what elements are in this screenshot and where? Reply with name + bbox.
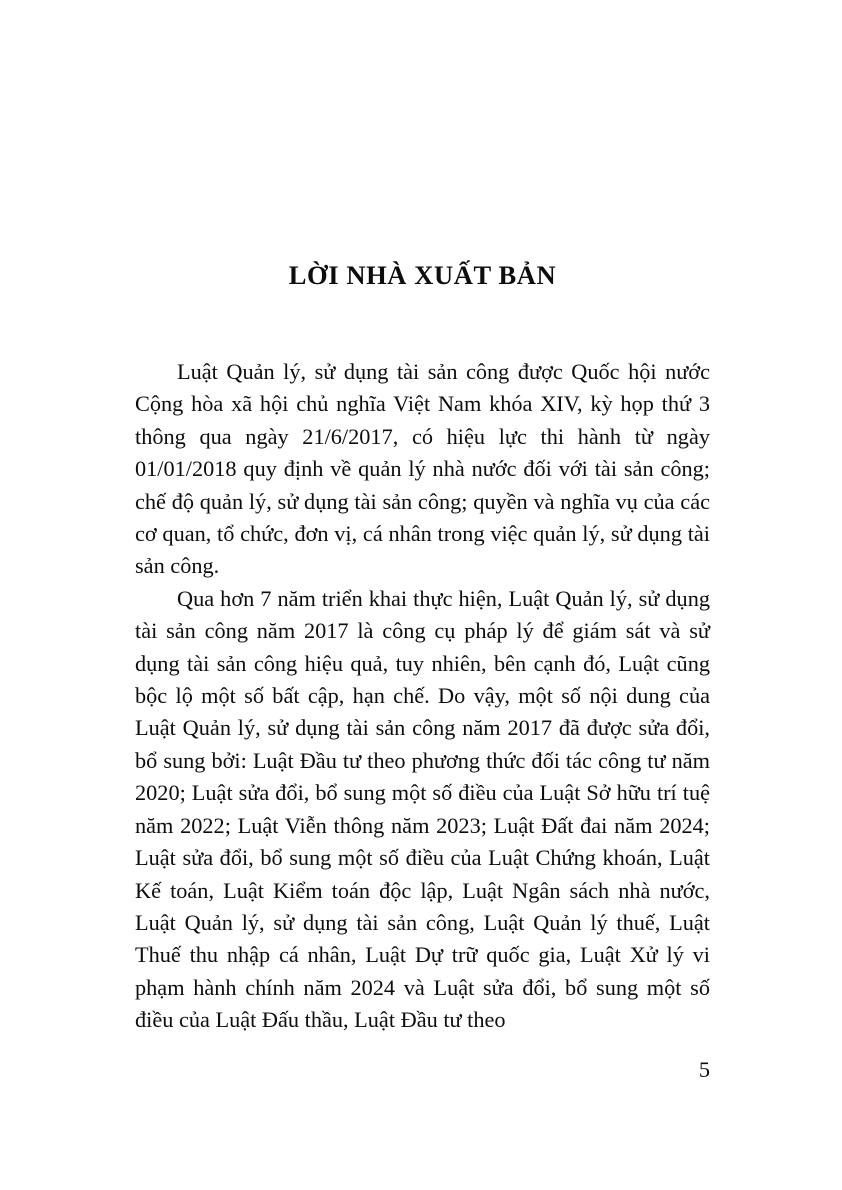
page-title: LỜI NHÀ XUẤT BẢN [288,260,557,290]
paragraph: Qua hơn 7 năm triển khai thực hiện, Luật Quản lý, sử dụng tài sản công năm 2017 là công cụ pháp lý để giám sát và sử dụng tài sản công hiệu quả, tuy nhiên, bên cạnh đó, Luật cũng bộc lộ một số bất cập, hạn chế. Do vậy, một số nội dung của Luật Quản lý, sử dụng tài sản công năm 2017 đã được sửa đổi, bổ sung bởi: Luật Đầu tư theo phương thức đối tác công tư năm 2020; Luật sửa đổi, bổ sung một số điều của Luật Sở hữu trí tuệ năm 2022; Luật Viễn thông năm 2023; Luật Đất đai năm 2024; Luật sửa đổi, bổ sung một số điều của Luật Chứng khoán, Luật Kế toán, Luật Kiểm toán độc lập, Luật Ngân sách nhà nước, Luật Quản lý, sử dụng tài sản công, Luật Quản lý thuế, Luật Thuế thu nhập cá nhân, Luật Dự trữ quốc gia, Luật Xử lý vi phạm hành chính năm 2024 và Luật sửa đổi, bổ sung một số điều của Luật Đấu thầu, Luật Đầu tư theo [135,585,710,1033]
page-number: 5 [698,1057,710,1082]
body-text-block [135,356,710,1037]
paragraph: Luật Quản lý, sử dụng tài sản công được Quốc hội nước Cộng hòa xã hội chủ nghĩa Việt Nam khóa XIV, kỳ họp thứ 3 thông qua ngày 21/6/2017, có hiệu lực thi hành từ ngày 01/01/2018 quy định về quản lý nhà nước đối với tài sản công; chế độ quản lý, sử dụng tài sản công; quyền và nghĩa vụ của các cơ quan, tổ chức, đơn vị, cá nhân trong việc quản lý, sử dụng tài sản công. [135,359,710,579]
